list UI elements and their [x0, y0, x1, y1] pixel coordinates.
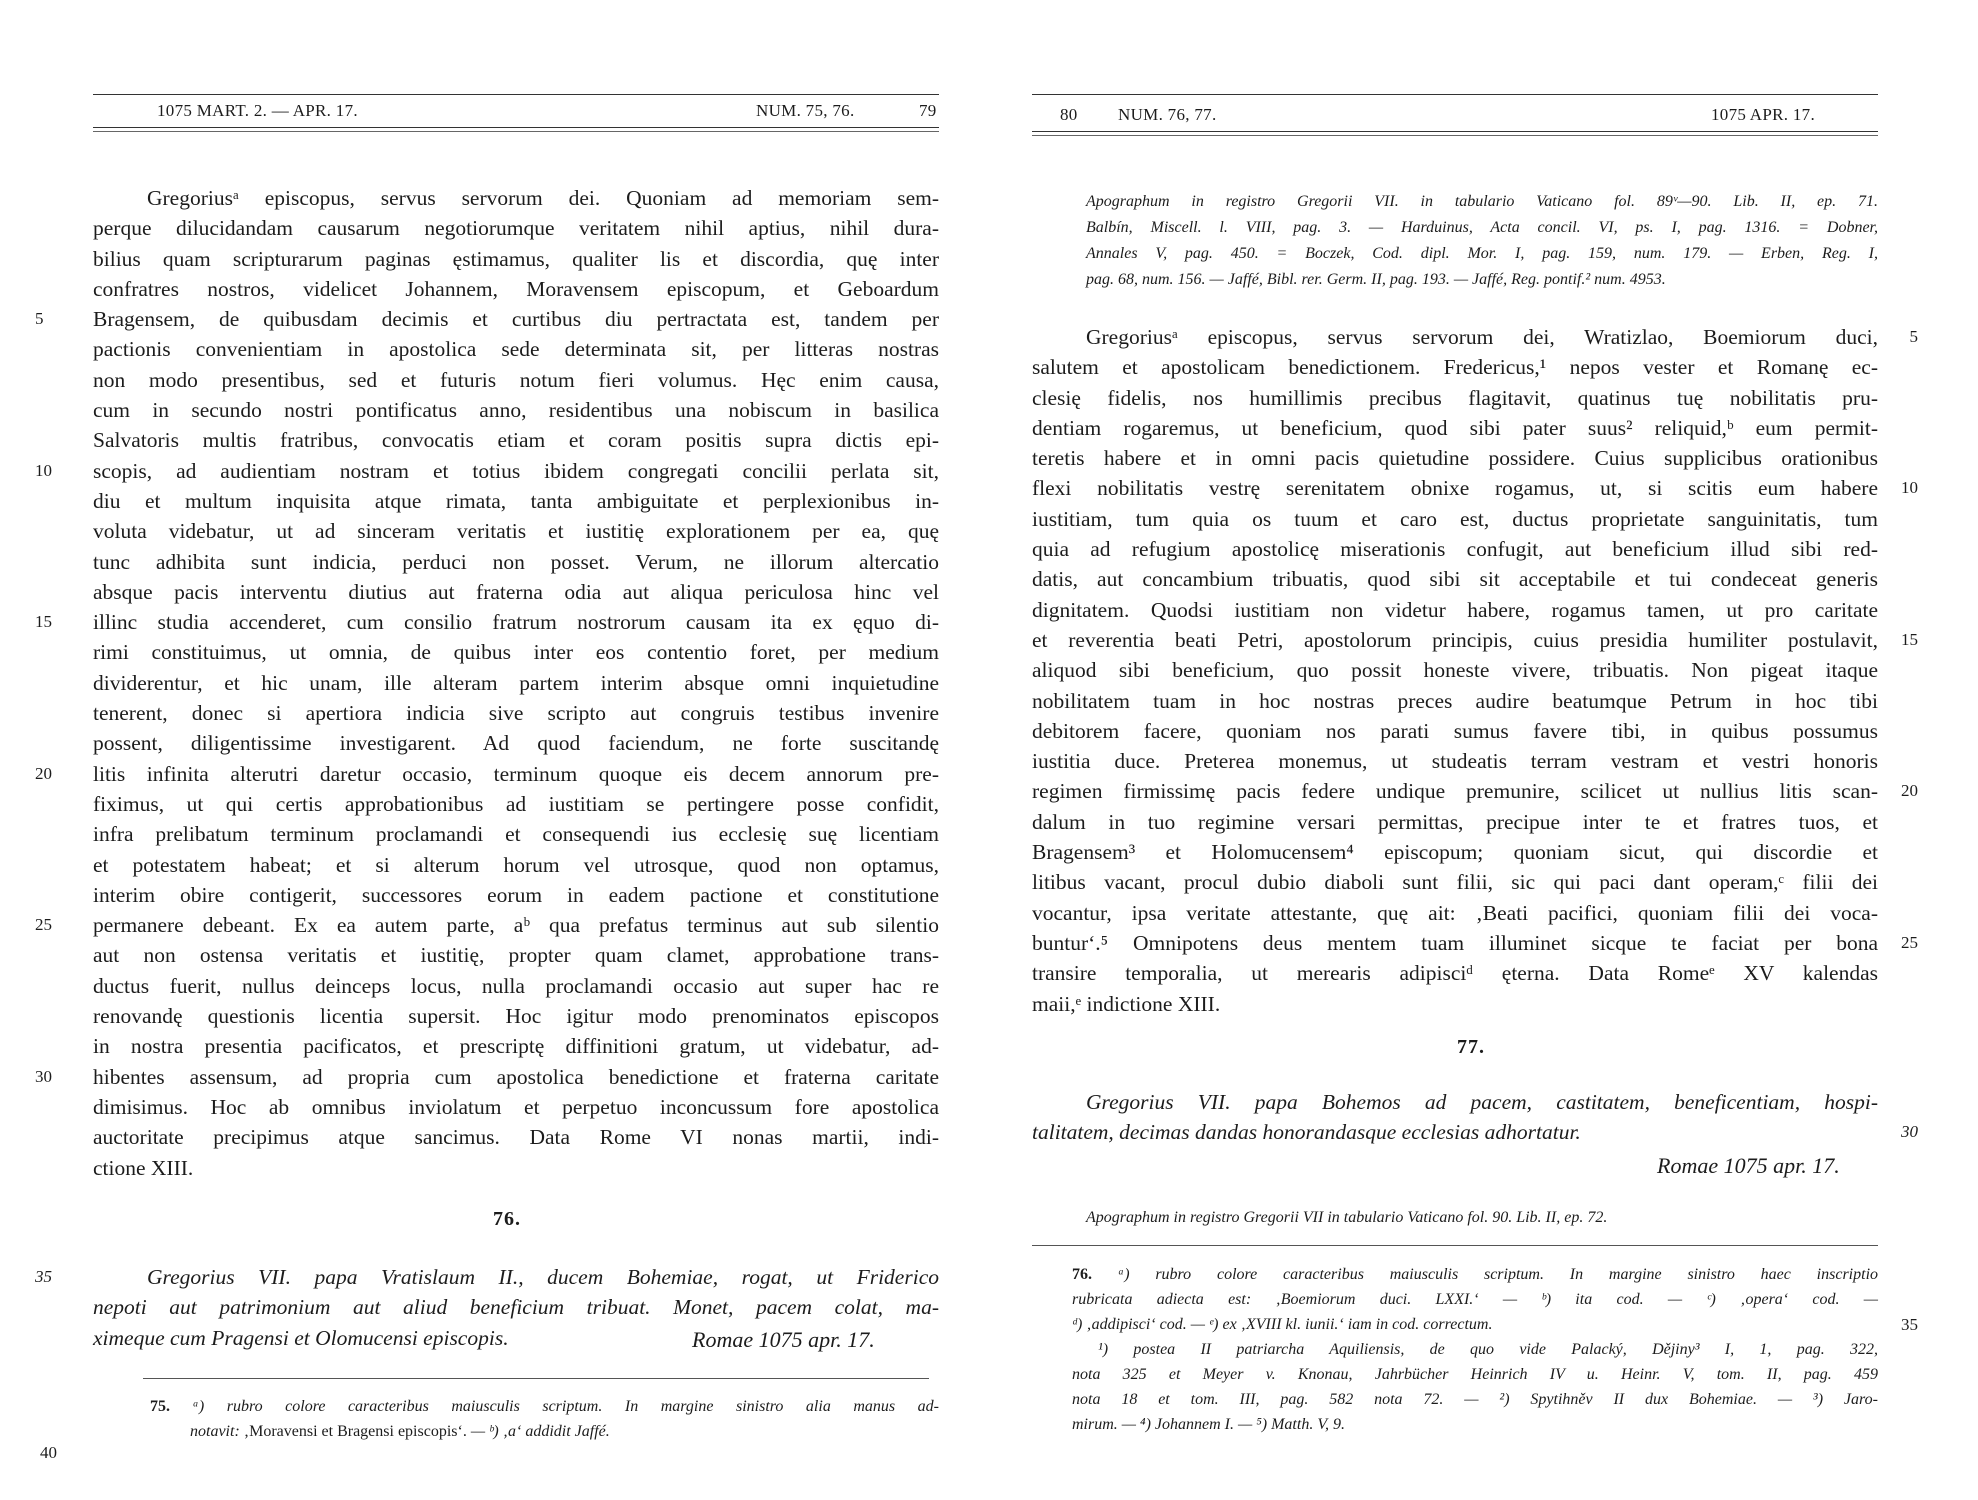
footnote-text: ᵃ) rubro colore caracteribus maiusculis scriptum. In margine sinistro alia manus ad- — [192, 1398, 939, 1415]
place-date: Romae 1075 apr. 17. — [1657, 1153, 1840, 1178]
text-line — [35, 304, 939, 334]
line-text: interim obire contigerit, successores eorum in eadem pactione et constitutione — [93, 882, 939, 907]
line-text: datis, aut concambium tribuatis, quod sibi sit acceptabile et tui condeceat generis — [1032, 567, 1878, 592]
footnote-text: ᵈ) ‚addipisci‘ cod. — ᵉ) ex ‚XVIII kl. iunii.‘ iam in cod. correctum. — [1072, 1316, 1493, 1333]
line-text: hibentes assensum, ad propria cum apostolica benedictione et fraterna caritate — [93, 1064, 939, 1089]
line-text: ductus fuerit, nullus deinceps locus, nulla proclamandi occasio aut super hac re — [93, 973, 939, 998]
text-line — [1032, 807, 1878, 837]
text-line — [1032, 837, 1878, 867]
footnote-line — [150, 1419, 939, 1444]
line-text: aliquod sibi beneficium, quo possit honeste vivere, tribuatis. Non pigeat itaque — [1032, 658, 1878, 683]
line-text: absque pacis interventu diutius aut fraterna odia aut aliqua periculosa hinc vel — [93, 579, 939, 604]
line-text: Gregorius VII. papa Bohemos ad pacem, castitatem, beneficentiam, hospi- — [1086, 1090, 1878, 1114]
margin-line-number: 35 — [1901, 1315, 1918, 1334]
text-line — [1032, 716, 1878, 746]
footnote-text: rubricata adiecta est: ‚Boemiorum duci. LXXI.‘ — ᵇ) ita cod. — ᶜ) ‚opera‘ cod. — — [1072, 1291, 1878, 1308]
text-line — [93, 940, 939, 970]
header-numbers: NUM. 76, 77. — [1118, 105, 1217, 124]
margin-line-number: 20 — [1901, 781, 1918, 801]
footnote-text: mirum. — ⁴) Johannem I. — ⁵) Matth. V, 9. — [1072, 1416, 1346, 1433]
line-text: infra prelibatum terminum proclamandi et consequendi ius ecclesię suę licentiam — [93, 822, 939, 847]
text-line — [93, 819, 939, 849]
footnote-label: 76. — [1072, 1266, 1118, 1283]
line-text: litibus vacant, procul dubio diaboli sunt filii, sic qui paci dant operam,ᶜ filii dei — [1032, 870, 1878, 895]
text-line — [93, 880, 939, 910]
text-line — [93, 365, 939, 395]
text-line — [93, 213, 939, 243]
margin-line-number: 25 — [1901, 932, 1918, 952]
line-text: maii,ᵉ indictione XIII. — [1032, 991, 1221, 1016]
entry-number: 77. — [1457, 1036, 1485, 1058]
footnote-text: ᵃ) rubro colore caracteribus maiusculis scriptum. In margine sinistro haec inscriptio — [1117, 1266, 1879, 1283]
text-line — [35, 759, 939, 789]
line-text: iustitiam, tum quia os tuum et caro est, ductus proprietate sanguinitatis, tum — [1032, 506, 1878, 531]
footnote-text: ¹) postea II patriarcha Aquiliensis, de quo vide Palacký, Dějiny³ I, 1, pag. 322, — [1098, 1341, 1878, 1358]
line-text: pactionis convenientiam in apostolica sede determinata sit, per litteras nostras — [93, 337, 939, 362]
page-number: 79 — [919, 101, 937, 120]
text-line — [1032, 564, 1878, 594]
text-line — [1032, 504, 1878, 534]
text-line — [1032, 473, 1918, 503]
page-number: 80 — [1060, 105, 1078, 124]
text-line — [93, 334, 939, 364]
text-line — [93, 971, 939, 1001]
text-line — [1032, 776, 1918, 806]
text-line — [93, 1122, 939, 1152]
text-line — [93, 1292, 939, 1322]
text-line — [1032, 898, 1878, 928]
margin-line-number: 40 — [40, 1443, 57, 1462]
text-line — [1032, 686, 1878, 716]
footnotes — [150, 1394, 939, 1444]
line-text: nepoti aut patrimonium aut aliud beneficium tribuat. Monet, pacem colat, ma- — [93, 1295, 939, 1320]
text-line — [1032, 989, 1878, 1019]
text-line — [1032, 746, 1878, 776]
text-line — [1032, 383, 1878, 413]
line-text: Bragensem³ et Holomucensem⁴ episcopum; quoniam sicut, qui discordie et — [1032, 840, 1878, 865]
footnote-text: nota 325 et Meyer v. Knonau, Jahrbücher Heinrich IV u. Heinr. V, tom. II, pag. 459 — [1072, 1366, 1878, 1383]
line-text: buntur‘.⁵ Omnipotens deus mentem tuam illuminet sicque te faciat per bona — [1032, 930, 1878, 955]
text-line — [93, 637, 939, 667]
header-top-rule — [93, 94, 939, 95]
margin-line-number: 15 — [1901, 629, 1918, 649]
header-date-range: 1075 MART. 2. — APR. 17. — [157, 101, 358, 120]
line-text: Gregoriusᵃ episcopus, servus servorum dei, Wratizlao, Boemiorum duci, — [1086, 325, 1878, 349]
line-text: aut non ostensa veritatis et iustitię, propter quam clamet, approbatione trans- — [93, 943, 939, 968]
text-line — [93, 577, 939, 607]
source-line: Apographum in registro Gregorii VII in tabulario Vaticano fol. 90. Lib. II, ep. 72. — [1086, 1209, 1608, 1226]
line-text: debitorem facere, quoniam nos parati sumus favere tibi, in quibus possumus — [1032, 718, 1878, 743]
line-text: iustitia duce. Preterea monemus, ut studeatis terram vestram et vestri honoris — [1032, 749, 1878, 774]
source-line: Balbín, Miscell. l. VIII, pag. 3. — Harduinus, Acta concil. VI, ps. I, pag. 1316. = Dobner, — [1086, 219, 1878, 236]
line-text: Salvatoris multis fratribus, convocatis etiam et coram positis supra dictis epi- — [93, 428, 939, 453]
line-text: litis infinita alterutri daretur occasio, terminum quoque eis decem annorum pre- — [93, 761, 939, 786]
text-line — [93, 1153, 939, 1183]
text-line — [1032, 443, 1878, 473]
line-text: permanere debeant. Ex ea autem parte, aᵇ qua prefatus terminus aut sub silentio — [93, 913, 939, 938]
text-line — [93, 516, 939, 546]
line-text: tunc adhibita sunt indicia, perduci non posset. Verum, ne illorum altercatio — [93, 549, 939, 574]
footnote-line — [1072, 1362, 1878, 1387]
source-note — [1086, 189, 1878, 293]
line-text: dimisimus. Hoc ab omnibus inviolatum et perpetuo inconcussum fore apostolica — [93, 1094, 939, 1119]
text-line — [35, 456, 939, 486]
line-text: voluta videbatur, ut ad sinceram veritatis et iustitię explorationem per ea, quę — [93, 519, 939, 544]
footnote-quote: ‚Moravensi et Bragensi episcopis‘. — [243, 1423, 467, 1440]
text-line — [93, 547, 939, 577]
margin-line-number: 15 — [35, 612, 52, 632]
footnote-text: notavit: — [190, 1423, 240, 1440]
entry-number: 76. — [493, 1208, 521, 1230]
footnotes — [1072, 1262, 1918, 1437]
footnote-separator — [143, 1378, 929, 1379]
margin-line-number: 10 — [1901, 478, 1918, 498]
text-line — [35, 1062, 939, 1092]
header-bottom-rule-2 — [93, 131, 939, 132]
line-text: illinc studia accenderet, cum consilio fratrum nostrorum causam ita ex ęquo di- — [93, 610, 939, 635]
line-text: teretis habere et in omni pacis quietudine possidere. Cuius supplicibus orationibus — [1032, 446, 1878, 471]
header-bottom-rule-2 — [1032, 135, 1878, 136]
text-line — [35, 910, 939, 940]
line-text: scopis, ad audientiam nostram et totius ibidem congregati concilii perlata sit, — [93, 458, 939, 483]
margin-line-number: 25 — [35, 915, 52, 935]
text-line — [93, 274, 939, 304]
text-line — [93, 698, 939, 728]
line-text: ximeque cum Pragensi et Olomucensi episcopis. — [93, 1325, 509, 1350]
header-bottom-rule — [93, 127, 939, 128]
line-text: dividerentur, et hic unam, ille alteram partem interim absque omni inquietudine — [93, 670, 939, 695]
text-line — [1032, 352, 1878, 382]
text-line — [1032, 655, 1878, 685]
footnote-separator — [1032, 1245, 1878, 1246]
line-text: flexi nobilitatis vestrę serenitatem obnixe rogamus, ut, si scitis eum habere — [1032, 476, 1878, 501]
line-text: salutem et apostolicam benedictionem. Fredericus,¹ nepos vester et Romanę ec- — [1032, 355, 1878, 380]
text-line — [93, 183, 939, 213]
text-line — [35, 607, 939, 637]
entry-summary — [1032, 1087, 1918, 1148]
footnote-line — [1072, 1312, 1918, 1337]
text-line — [1032, 958, 1878, 988]
line-text: non modo presentibus, sed et futuris notum fieri volumus. Hęc enim causa, — [93, 367, 939, 392]
line-text: dalum in tuo regimine versari permittas, precipue inter te et fratres tuos, et — [1032, 809, 1878, 834]
text-line — [93, 1092, 939, 1122]
line-text: Gregoriusᵃ episcopus, servus servorum dei. Quoniam ad memoriam sem- — [147, 186, 939, 210]
line-text: ctione XIII. — [93, 1155, 194, 1180]
footnote-line — [1072, 1412, 1878, 1437]
footnote-text: — ᵇ) ‚a‘ addidit Jaffé. — [470, 1423, 610, 1440]
line-text: tenerent, donec si apertiora indicia sive scripto aut congruis testibus invenire — [93, 701, 939, 726]
charter-text — [1032, 322, 1918, 1019]
text-line — [93, 728, 939, 758]
line-text: vocantur, ipsa veritate attestante, quę ait: ‚Beati pacifici, quoniam filii dei voca- — [1032, 900, 1878, 925]
footnote-line — [1072, 1262, 1878, 1287]
text-line — [93, 244, 939, 274]
line-text: regimen firmissimę pacis federe undique premunire, scilicet ut nullius litis scan- — [1032, 779, 1878, 804]
text-line — [93, 425, 939, 455]
line-text: rimi constituimus, ut omnia, de quibus inter eos contentio foret, per medium — [93, 640, 939, 665]
margin-line-number: 30 — [35, 1066, 52, 1086]
line-text: renovandę questionis licentia supersit. Hoc igitur modo prenominatos episcopos — [93, 1004, 939, 1029]
line-text: fiximus, ut qui certis approbationibus ad iustitiam se pertingere posse confidit, — [93, 791, 939, 816]
line-text: nobilitatem tuam in hoc nostras preces audire beatumque Petrum in hoc tibi — [1032, 688, 1878, 713]
text-line — [1032, 1087, 1878, 1117]
line-text: et potestatem habeat; et si alterum horum vel utrosque, quod non optamus, — [93, 852, 939, 877]
text-line — [1032, 1117, 1918, 1147]
line-text: diu et multum inquisita atque rimata, tanta ambiguitate et perplexionibus in- — [93, 488, 939, 513]
line-text: clesię fidelis, nos humillimis precibus flagitavit, quatinus tuę nobilitatis pru- — [1032, 385, 1878, 410]
text-line — [1032, 534, 1878, 564]
line-text: auctoritate precipimus atque sancimus. Data Rome VI nonas martii, indi- — [93, 1125, 939, 1150]
margin-line-number: 35 — [35, 1267, 52, 1286]
text-line — [1032, 625, 1918, 655]
line-text: possent, diligentissime investigarent. Ad quod faciendum, ne forte suscitandę — [93, 731, 939, 756]
margin-line-number: 30 — [1901, 1122, 1918, 1142]
line-text: transire temporalia, ut merearis adipisciᵈ ęterna. Data Romeᵉ XV kalendas — [1032, 961, 1878, 986]
source-line: Annales V, pag. 450. = Boczek, Cod. dipl. Mor. I, pag. 159, num. 179. — Erben, Reg. I, — [1086, 245, 1878, 262]
text-line — [93, 395, 939, 425]
footnote-text: nota 18 et tom. III, pag. 582 nota 72. — ²) Spytihněv II dux Bohemiae. — ³) Jaro- — [1072, 1391, 1878, 1408]
line-text: Bragensem, de quibusdam decimis et curtibus diu pertractata est, tandem per — [93, 307, 939, 332]
margin-line-number: 10 — [35, 460, 52, 480]
charter-text — [35, 183, 939, 1183]
line-text: et reverentia beati Petri, apostolorum principis, cuius presidia humiliter postulavit, — [1032, 627, 1878, 652]
right-page — [989, 0, 1978, 1500]
line-text: Gregorius VII. papa Vratislaum II., ducem Bohemiae, rogat, ut Friderico — [147, 1265, 939, 1289]
text-line — [93, 486, 939, 516]
line-text: quia ad refugium apostolicę miserationis confugit, aut beneficium illud sibi red- — [1032, 537, 1878, 562]
text-line — [93, 789, 939, 819]
source-line: Apographum in registro Gregorii VII. in tabulario Vaticano fol. 89ᵛ—90. Lib. II, ep. 71. — [1086, 193, 1878, 210]
text-line — [1032, 867, 1878, 897]
text-line — [1032, 595, 1878, 625]
footnote-line — [1072, 1287, 1878, 1312]
line-text: bilius quam scripturarum paginas ęstimamus, qualiter lis et discordia, quę inter — [93, 246, 939, 271]
text-line — [93, 850, 939, 880]
text-line — [93, 1031, 939, 1061]
line-text: talitatem, decimas dandas honorandasque ecclesias adhortatur. — [1032, 1120, 1581, 1145]
text-line — [93, 668, 939, 698]
footnote-line — [150, 1394, 939, 1419]
header-date: 1075 APR. 17. — [1711, 105, 1816, 124]
line-text: cum in secundo nostri pontificatus anno, residentibus una nobiscum in basilica — [93, 398, 939, 423]
margin-line-number: 5 — [1909, 327, 1918, 346]
line-text: in nostra presentia pacificatos, et prescriptę diffinitioni gratum, ut videbatur, ad- — [93, 1034, 939, 1059]
line-text: confratres nostros, videlicet Johannem, Moravensem episcopum, et Geboardum — [93, 276, 939, 301]
header-numbers: NUM. 75, 76. — [756, 101, 855, 120]
place-date: Romae 1075 apr. 17. — [692, 1327, 875, 1352]
margin-line-number: 20 — [35, 763, 52, 783]
line-text: perque dilucidandam causarum negotiorumque veritatem nihil aptius, nihil dura- — [93, 216, 939, 241]
source-line: pag. 68, num. 156. — Jaffé, Bibl. rer. Germ. II, pag. 193. — Jaffé, Reg. pontif.² num. 4953. — [1086, 271, 1666, 288]
footnote-label: 75. — [150, 1398, 170, 1415]
margin-line-number: 5 — [35, 309, 44, 329]
text-line — [35, 1262, 939, 1292]
header-top-rule — [1032, 94, 1878, 95]
text-line — [1032, 928, 1918, 958]
line-text: dignitatem. Quodsi iustitiam non videtur habere, rogamus tamen, ut pro caritate — [1032, 597, 1878, 622]
line-text: dentiam rogaremus, ut beneficium, quod sibi pater suus² reliquid,ᵇ eum permit- — [1032, 415, 1878, 440]
header-bottom-rule — [1032, 131, 1878, 132]
text-line — [1032, 413, 1878, 443]
footnote-line — [1072, 1337, 1878, 1362]
text-line — [93, 1001, 939, 1031]
text-line — [1032, 322, 1918, 352]
footnote-line — [1072, 1387, 1878, 1412]
source-note-77 — [1086, 1205, 1878, 1231]
